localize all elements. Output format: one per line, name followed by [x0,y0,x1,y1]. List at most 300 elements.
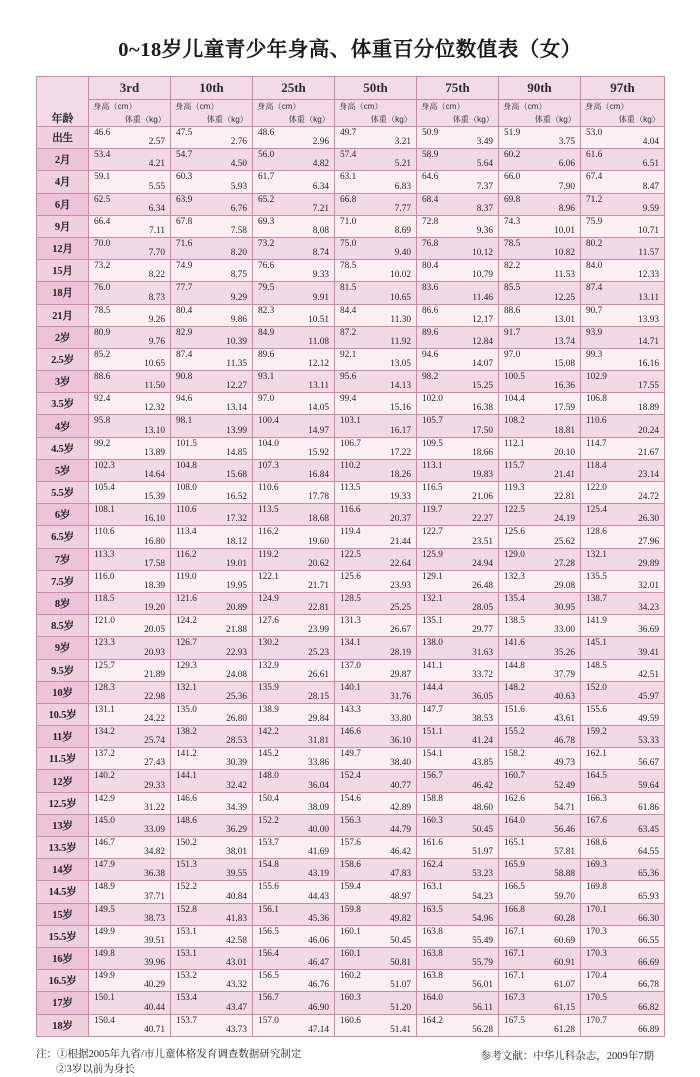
cell-3rd [89,526,171,548]
height-value: 149.9 [94,971,115,982]
cell-10th [171,127,253,149]
weight-value: 21.71 [308,580,329,591]
cell-97th [581,304,665,326]
height-value: 114.7 [586,438,607,449]
cell-10th [171,149,253,171]
height-value: 146.6 [340,727,361,738]
height-value: 158.6 [340,860,361,871]
table-row [37,371,665,393]
height-value: 125.4 [586,505,607,516]
weight-value: 41.69 [308,847,329,858]
cell-97th [581,371,665,393]
height-value: 66.0 [504,172,521,183]
height-value: 99.3 [586,349,603,360]
weight-value: 60.69 [554,935,575,946]
cell-3rd [89,570,171,592]
cell-10th [171,659,253,681]
weight-value: 44.79 [390,825,411,835]
height-value: 47.5 [176,128,193,138]
cell-25th [253,992,335,1014]
weight-value: 28.05 [472,603,493,614]
cell-25th [253,837,335,859]
height-value: 119.7 [422,505,443,516]
cell-10th [171,881,253,903]
cell-3rd [89,1014,171,1036]
weight-value: 64.55 [638,847,659,858]
weight-value: 20.10 [554,447,575,458]
weight-value: 54.96 [472,913,493,924]
cell-97th [581,992,665,1014]
weight-value: 6.06 [558,159,575,170]
cell-50th [335,681,417,703]
row-age-label: 18月 [37,282,89,304]
height-value: 113.5 [340,483,361,493]
table-row [37,925,665,947]
weight-value: 29.89 [638,558,659,569]
weight-value: 19.01 [226,558,247,569]
height-value: 61.7 [258,172,275,183]
header-height-label: 身高（cm） [421,102,465,111]
weight-value: 29.87 [390,669,411,680]
weight-value: 10.71 [638,225,659,236]
cell-50th [335,304,417,326]
table-row [37,637,665,659]
weight-value: 8.08 [312,225,329,236]
weight-value: 66.89 [638,1024,659,1035]
height-value: 145.0 [94,815,115,826]
height-value: 110.6 [258,483,279,493]
cell-90th [499,526,581,548]
cell-50th [335,171,417,193]
height-value: 170.1 [586,904,607,915]
cell-50th [335,881,417,903]
height-value: 105.4 [94,483,115,493]
weight-value: 12.17 [472,314,493,325]
cell-50th [335,548,417,570]
cell-97th [581,459,665,481]
height-value: 135.4 [504,593,525,604]
table-row [37,659,665,681]
cell-3rd [89,615,171,637]
weight-value: 56.67 [638,758,659,769]
weight-value: 11.30 [390,314,411,325]
weight-value: 55.79 [472,958,493,969]
height-value: 150.4 [94,1015,115,1026]
header-percentile-3rd: 3rd [89,77,171,100]
weight-value: 7.90 [558,181,575,192]
cell-90th [499,792,581,814]
cell-50th [335,282,417,304]
weight-value: 11.35 [226,359,247,370]
height-value: 108.2 [504,416,525,427]
weight-value: 56.11 [472,1002,493,1013]
weight-value: 48.60 [472,802,493,813]
weight-value: 65.93 [638,891,659,902]
table-row [37,482,665,504]
cell-90th [499,947,581,969]
header-units-25th [253,100,335,127]
weight-value: 2.76 [230,137,247,148]
cell-90th [499,570,581,592]
row-age-label: 5岁 [37,459,89,481]
cell-25th [253,282,335,304]
weight-value: 66.69 [638,958,659,969]
cell-75th [417,326,499,348]
cell-97th [581,326,665,348]
height-value: 153.1 [176,948,197,959]
row-age-label: 8岁 [37,592,89,614]
weight-value: 9.91 [312,292,329,303]
cell-10th [171,903,253,925]
cell-25th [253,592,335,614]
weight-value: 36.29 [226,825,247,835]
weight-value: 16.52 [226,492,247,503]
height-value: 170.4 [586,971,607,982]
height-value: 131.3 [340,616,361,627]
weight-value: 17.58 [144,558,165,569]
weight-value: 10.65 [390,292,411,303]
row-age-label: 16岁 [37,947,89,969]
cell-10th [171,925,253,947]
weight-value: 35.26 [554,647,575,658]
height-value: 157.6 [340,838,361,848]
header-percentile-25th: 25th [253,77,335,100]
cell-25th [253,504,335,526]
height-value: 110.6 [176,505,197,516]
weight-value: 6.76 [230,203,247,214]
height-value: 66.4 [94,216,111,227]
weight-value: 31.81 [308,736,329,747]
weight-value: 8.73 [148,292,165,303]
cell-3rd [89,859,171,881]
table-row [37,703,665,725]
cell-50th [335,504,417,526]
height-value: 94.6 [422,349,439,360]
header-height-label: 身高（cm） [339,102,383,111]
height-value: 132.1 [176,682,197,693]
height-value: 129.1 [422,571,443,582]
header-row-units [37,100,665,127]
weight-value: 33.72 [472,669,493,680]
height-value: 85.2 [94,349,111,360]
height-value: 146.6 [176,793,197,804]
height-value: 156.7 [258,993,279,1004]
cell-50th [335,193,417,215]
cell-50th [335,371,417,393]
weight-value: 13.05 [390,359,411,370]
weight-value: 48.97 [390,891,411,902]
cell-25th [253,925,335,947]
height-value: 132.9 [258,660,279,671]
weight-value: 11.08 [308,336,329,347]
height-value: 124.9 [258,593,279,604]
weight-value: 25.36 [226,691,247,702]
height-value: 119.3 [504,483,525,493]
height-value: 92.1 [340,349,357,360]
height-value: 122.0 [586,483,607,493]
cell-75th [417,903,499,925]
cell-90th [499,393,581,415]
cell-75th [417,992,499,1014]
cell-75th [417,304,499,326]
cell-75th [417,237,499,259]
cell-50th [335,615,417,637]
cell-3rd [89,925,171,947]
weight-value: 23.99 [308,625,329,636]
cell-10th [171,1014,253,1036]
cell-3rd [89,726,171,748]
cell-25th [253,637,335,659]
row-age-label: 出生 [37,127,89,149]
height-value: 61.6 [586,150,603,161]
weight-value: 17.50 [472,425,493,436]
weight-value: 18.39 [144,580,165,591]
table-row [37,437,665,459]
cell-3rd [89,637,171,659]
cell-97th [581,726,665,748]
height-value: 149.8 [94,948,115,959]
height-value: 80.2 [586,238,603,249]
weight-value: 26.30 [638,514,659,525]
cell-90th [499,992,581,1014]
height-value: 138.9 [258,704,279,715]
header-height-label: 身高（cm） [93,102,137,111]
cell-25th [253,748,335,770]
cell-97th [581,215,665,237]
header-units-97th [581,100,665,127]
height-value: 142.9 [94,793,115,804]
height-value: 116.0 [94,571,115,582]
height-value: 138.7 [586,593,607,604]
page-title: 0~18岁儿童青少年身高、体重百分位数值表（女） [118,39,582,61]
cell-50th [335,947,417,969]
cell-25th [253,947,335,969]
weight-value: 17.32 [226,514,247,525]
height-value: 116.5 [422,483,443,493]
weight-value: 5.55 [148,181,165,192]
height-value: 98.1 [176,416,193,427]
row-age-label: 12岁 [37,770,89,792]
weight-value: 12.27 [226,381,247,392]
weight-value: 20.37 [390,514,411,525]
cell-10th [171,615,253,637]
cell-25th [253,970,335,992]
weight-value: 29.08 [554,580,575,591]
weight-value: 26.67 [390,625,411,636]
header-percentile-10th: 10th [171,77,253,100]
cell-50th [335,970,417,992]
cell-3rd [89,703,171,725]
weight-value: 39.51 [144,935,165,946]
weight-value: 10.65 [144,359,165,370]
weight-value: 24.72 [638,492,659,503]
cell-50th [335,459,417,481]
cell-97th [581,171,665,193]
weight-value: 7.11 [149,225,165,236]
weight-value: 2.96 [312,137,329,148]
height-value: 152.2 [176,882,197,893]
height-value: 90.7 [586,305,603,316]
weight-value: 52.49 [554,780,575,791]
row-age-label: 4.5岁 [37,437,89,459]
height-value: 121.6 [176,593,197,604]
weight-value: 51.20 [390,1002,411,1013]
weight-value: 18.81 [554,425,575,436]
cell-50th [335,726,417,748]
header-units-50th [335,100,417,127]
table-row [37,837,665,859]
weight-value: 46.76 [308,980,329,991]
height-value: 94.6 [176,394,193,405]
weight-value: 18.89 [638,403,659,414]
height-value: 70.0 [94,238,111,249]
weight-value: 61.28 [554,1024,575,1035]
height-value: 75.9 [586,216,603,227]
cell-97th [581,770,665,792]
cell-90th [499,348,581,370]
height-value: 76.6 [258,261,275,272]
height-value: 113.1 [422,460,443,471]
cell-25th [253,304,335,326]
cell-90th [499,770,581,792]
table-row [37,304,665,326]
row-age-label: 15.5岁 [37,925,89,947]
row-age-label: 3岁 [37,371,89,393]
weight-value: 44.43 [308,891,329,902]
height-value: 113.5 [258,505,279,516]
height-value: 156.1 [258,904,279,915]
header-height-label: 身高（cm） [503,102,547,111]
height-value: 135.1 [422,616,443,627]
weight-value: 29.33 [144,780,165,791]
weight-value: 42.89 [390,802,411,813]
header-percentile-97th: 97th [581,77,665,100]
height-value: 57.4 [340,150,357,161]
weight-value: 26.48 [472,580,493,591]
row-age-label: 6月 [37,193,89,215]
cell-75th [417,127,499,149]
height-value: 152.4 [340,771,361,782]
cell-50th [335,837,417,859]
height-value: 76.0 [94,283,111,294]
cell-25th [253,548,335,570]
height-value: 102.3 [94,460,115,471]
cell-25th [253,459,335,481]
cell-25th [253,127,335,149]
weight-value: 13.10 [144,425,165,436]
weight-value: 42.51 [638,669,659,680]
row-age-label: 12月 [37,237,89,259]
height-value: 71.6 [176,238,193,249]
height-value: 66.8 [340,194,357,205]
height-value: 121.0 [94,616,115,627]
row-age-label: 2岁 [37,326,89,348]
cell-50th [335,859,417,881]
weight-value: 28.15 [308,691,329,702]
weight-value: 32.42 [226,780,247,791]
height-value: 160.6 [340,1015,361,1026]
table-row [37,970,665,992]
weight-value: 39.96 [144,958,165,969]
height-value: 119.0 [176,571,197,582]
height-value: 160.1 [340,926,361,937]
cell-97th [581,237,665,259]
cell-97th [581,504,665,526]
height-value: 152.2 [258,815,279,826]
weight-value: 38.73 [144,913,165,924]
weight-value: 40.71 [144,1024,165,1035]
height-value: 89.6 [258,349,275,360]
weight-value: 15.16 [390,403,411,414]
weight-value: 33.80 [390,714,411,725]
height-value: 142.2 [258,727,279,738]
height-value: 134.2 [94,727,115,738]
cell-10th [171,814,253,836]
weight-value: 3.49 [476,137,493,148]
weight-value: 50.45 [472,825,493,835]
cell-97th [581,1014,665,1036]
cell-75th [417,149,499,171]
cell-50th [335,437,417,459]
header-weight-label: 体重（kg） [206,115,248,124]
weight-value: 15.39 [144,492,165,503]
cell-50th [335,570,417,592]
footnote-2: ②3岁以前为身长 [56,1063,135,1075]
cell-25th [253,615,335,637]
weight-value: 41.83 [226,913,247,924]
cell-25th [253,415,335,437]
height-value: 74.3 [504,216,521,227]
weight-value: 4.04 [642,137,659,148]
cell-90th [499,925,581,947]
weight-value: 12.33 [638,270,659,281]
weight-value: 8.75 [230,270,247,281]
cell-97th [581,837,665,859]
table-row [37,415,665,437]
height-value: 156.7 [422,771,443,782]
height-value: 110.6 [94,527,115,538]
weight-value: 10.82 [554,248,575,259]
weight-value: 7.70 [148,248,165,259]
cell-3rd [89,371,171,393]
weight-value: 22.27 [472,514,493,525]
weight-value: 29.77 [472,625,493,636]
weight-value: 38.53 [472,714,493,725]
height-value: 116.2 [176,549,197,560]
weight-value: 27.43 [144,758,165,769]
cell-25th [253,393,335,415]
cell-25th [253,149,335,171]
weight-value: 58.88 [554,869,575,880]
weight-value: 33.09 [144,825,165,835]
weight-value: 8.20 [230,248,247,259]
weight-value: 6.34 [148,203,165,214]
weight-value: 28.53 [226,736,247,747]
height-value: 74.9 [176,261,193,272]
growth-percentile-table [36,76,665,1037]
weight-value: 13.99 [226,425,247,436]
cell-90th [499,127,581,149]
cell-25th [253,681,335,703]
height-value: 107.3 [258,460,279,471]
row-age-label: 3.5岁 [37,393,89,415]
height-value: 125.6 [340,571,361,582]
weight-value: 16.17 [390,425,411,436]
weight-value: 40.77 [390,780,411,791]
height-value: 126.7 [176,638,197,649]
cell-90th [499,837,581,859]
cell-97th [581,149,665,171]
